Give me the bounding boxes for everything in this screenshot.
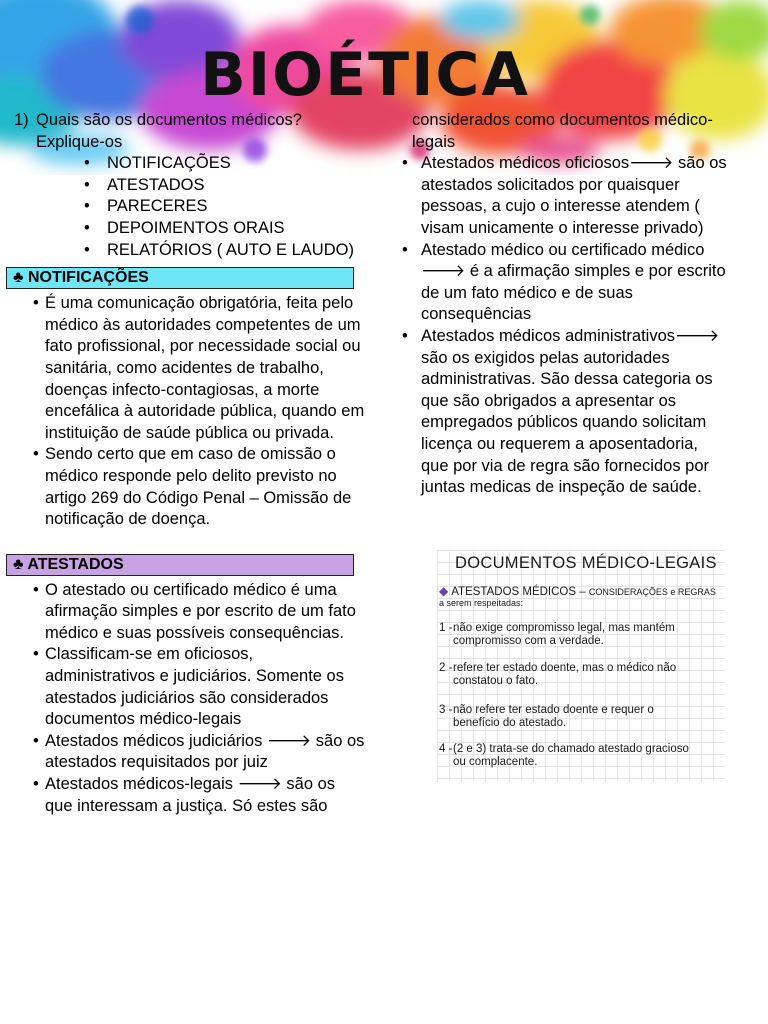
figure-rule (439, 743, 723, 768)
rule-line: refere ter estado doente, mas o médico não (453, 662, 677, 674)
list-item: • ATESTADOS (84, 175, 366, 197)
page-title: BIOÉTICA (200, 40, 530, 110)
bullet-dot: • (33, 294, 39, 313)
bullet-text: É uma comunicação obrigatória, feita pelo médico às autoridades competentes de um fato profissional, por necessidade social ou sanitária, como acidentes de trabalho, doenças infecto-contagiosas, a morte encefálica à autoridade pública, quando em instituição de saúde pública ou privada. (45, 294, 365, 442)
rule-line: ou complacente. (453, 755, 538, 768)
rule-line: não refere ter estado doente e requer o (453, 704, 654, 716)
bullet-item (14, 580, 366, 645)
bullet-dot: • (33, 731, 39, 750)
diamond-icon: ◆ (439, 584, 449, 598)
bullet-text: Atestados médicos judiciários 🡒 são os atestados requisitados por juiz (45, 731, 365, 772)
bullet-item (400, 153, 730, 239)
rule-number: 2 - (439, 662, 453, 674)
bullet-item (14, 293, 366, 444)
bullet-text: O atestado ou certificado médico é uma afirmação simples e por escrito de um fato médico e suas possíveis consequências. (45, 580, 356, 642)
bullet-text: Atestado médico ou certificado médico 🡒 é a afirmação simples e por escrito de um fato médico e de suas consequências (421, 240, 726, 324)
figure-title: DOCUMENTOS MÉDICO-LEGAIS (455, 554, 717, 572)
bullet-dot: • (33, 580, 39, 599)
figure-rule (439, 622, 723, 647)
bullet-item (400, 240, 730, 326)
bullet-text: Atestados médicos oficiosos🡒 são os atestados solicitados por quaisquer pessoas, a cujo o interesse atendem ( visam unicamente o interesse privado) (421, 154, 727, 237)
bullet-dot: • (402, 154, 408, 173)
figure-subtitle-main: ATESTADOS MÉDICOS – (451, 586, 586, 598)
bullet-text: Atestados médicos administrativos🡒 são os exigidos pelas autoridades administrativas. São dessa categoria os que são obrigados a apresentar os empregados públicos quando solicitam licença ou requerem a aposentadoria, que por via de regra são fornecidos por juntas medicas de inspeção de saúde. (421, 326, 720, 497)
figure-subtitle (439, 586, 723, 609)
bullet-dot: • (33, 645, 39, 664)
bullet-dot: • (402, 326, 408, 345)
bullet-dot: • (402, 240, 408, 259)
list-item: • DEPOIMENTOS ORAIS (84, 218, 366, 240)
rule-line: benefício do atestado. (453, 716, 567, 729)
question-number: 1) (14, 111, 29, 129)
rule-number: 1 - (439, 622, 453, 634)
section-heading-notificacoes: ♣ NOTIFICAÇÕES (6, 267, 354, 289)
rule-number: 3 - (439, 704, 453, 716)
document-types-list (14, 153, 366, 261)
bullet-text: Sendo certo que em caso de omissão o médico responde pelo delito previsto no artigo 269 do Código Penal – Omissão de notificação de doença. (45, 445, 352, 529)
bullet-item (14, 774, 366, 817)
bullet-text: Classificam-se em oficiosos, administrativos e judiciários. Somente os atestados judiciários são considerados documentos médico-legais (45, 645, 344, 729)
figure-subtitle-small: CONSIDERAÇÕES e REGRAS a serem respeitadas: (439, 587, 716, 608)
question-1 (14, 110, 366, 153)
list-item: • PARECERES (84, 196, 366, 218)
continued-text: considerados como documentos médico-legais (412, 111, 713, 151)
rule-line: não exige compromisso legal, mas mantém (453, 622, 675, 634)
bullet-item (14, 444, 366, 530)
rule-line: (2 e 3) trata-se do chamado atestado gracioso (453, 743, 689, 755)
section-heading-atestados: ♣ ATESTADOS (6, 554, 354, 576)
right-column (400, 110, 730, 499)
bullet-item (14, 644, 366, 730)
bullet-dot: • (33, 775, 39, 794)
list-item: • NOTIFICAÇÕES (84, 153, 366, 175)
figure-rule (439, 704, 723, 729)
figure-rule (439, 662, 723, 687)
bullet-item (14, 731, 366, 774)
bullet-dot: • (33, 445, 39, 464)
spacer (14, 531, 366, 552)
rule-line: constatou o fato. (453, 674, 539, 687)
bullet-text: Atestados médicos-legais 🡒 são os que interessam a justiça. Só estes são (45, 775, 336, 815)
left-column (14, 110, 366, 817)
bullet-item (400, 326, 730, 499)
rule-line: compromisso com a verdade. (453, 634, 604, 647)
rule-number: 4 - (439, 743, 453, 755)
list-item: • RELATÓRIOS ( AUTO E LAUDO) (84, 240, 366, 262)
embedded-figure-documentos (437, 550, 725, 782)
question-text: Quais são os documentos médicos? Explique-os (36, 111, 302, 151)
